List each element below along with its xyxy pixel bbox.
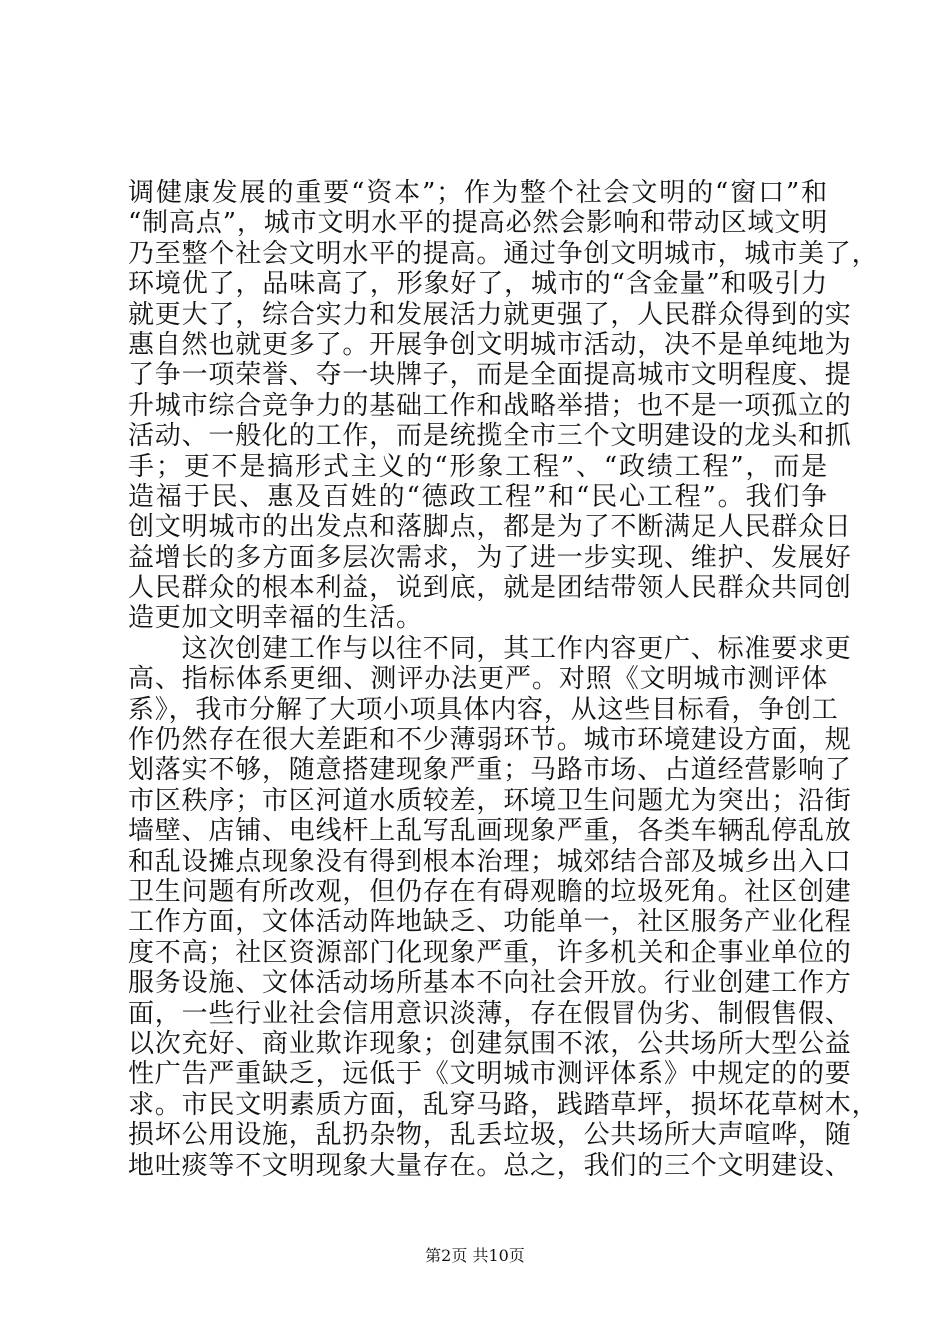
text-line: 乃至整个社会文明水平的提高。通过争创文明城市，城市美了， [128, 238, 879, 269]
text-line: 活动、一般化的工作，而是统揽全市三个文明建设的龙头和抓 [128, 421, 852, 452]
text-line: 服务设施、文体活动场所基本不向社会开放。行业创建工作方 [128, 968, 852, 999]
text-line: 地吐痰等不文明现象大量存在。总之，我们的三个文明建设、 [128, 1150, 852, 1181]
text-line: 造更加文明幸福的生活。 [128, 603, 423, 634]
text-line: 创文明城市的出发点和落脚点，都是为了不断满足人民群众日 [128, 512, 852, 543]
text-line: 卫生问题有所改观，但仍存在有碍观瞻的垃圾死角。社区创建 [128, 876, 852, 907]
text-line: 造福于民、惠及百姓的“德政工程”和“民心工程”。我们争 [128, 481, 828, 512]
text-line: 系》，我市分解了大项小项具体内容，从这些目标看，争创工 [128, 694, 839, 725]
text-line: 市区秩序；市区河道水质较差，环境卫生问题尤为突出；沿街 [128, 785, 852, 816]
text-line: 划落实不够，随意搭建现象严重；马路市场、占道经营影响了 [128, 755, 852, 786]
text-line: 以次充好、商业欺诈现象；创建氛围不浓，公共场所大型公益 [128, 1028, 852, 1059]
page-number-label: 第2页 共10页 [425, 1246, 525, 1265]
text-line: 就更大了，综合实力和发展活力就更强了，人民群众得到的实 [128, 299, 852, 330]
text-line: 和乱设摊点现象没有得到根本治理；城郊结合部及城乡出入口 [128, 846, 852, 877]
text-line: 损坏公用设施，乱扔杂物，乱丢垃圾，公共场所大声喧哗，随 [128, 1120, 852, 1151]
text-line: 惠自然也就更多了。开展争创文明城市活动，决不是单纯地为 [128, 329, 852, 360]
text-line: 手；更不是搞形式主义的“形象工程”、“政绩工程”，而是 [128, 451, 828, 482]
text-line: 了争一项荣誉、夺一块牌子，而是全面提高城市文明程度、提 [128, 360, 852, 391]
text-line: 求。市民文明素质方面，乱穿马路，践踏草坪，损坏花草树木， [128, 1089, 879, 1120]
text-line: 人民群众的根本利益，说到底，就是团结带领人民群众共同创 [128, 573, 852, 604]
page-footer [0, 1243, 950, 1266]
text-line: “制高点”，城市文明水平的提高必然会影响和带动区域文明 [128, 208, 828, 239]
text-line: 墙壁、店铺、电线杆上乱写乱画现象严重，各类车辆乱停乱放 [128, 816, 852, 847]
text-line: 面，一些行业社会信用意识淡薄，存在假冒伪劣、制假售假、 [128, 998, 852, 1029]
text-line: 升城市综合竞争力的基础工作和战略举措；也不是一项孤立的 [128, 390, 852, 421]
text-line: 度不高；社区资源部门化现象严重，许多机关和企事业单位的 [128, 937, 852, 968]
text-line: 作仍然存在很大差距和不少薄弱环节。城市环境建设方面，规 [128, 725, 852, 756]
text-line: 性广告严重缺乏，远低于《文明城市测评体系》中规定的的要 [128, 1059, 852, 1090]
text-line: 调健康发展的重要“资本”；作为整个社会文明的“窗口”和 [128, 178, 828, 208]
text-line: 这次创建工作与以往不同，其工作内容更广、标准要求更 [128, 633, 852, 664]
text-line: 益增长的多方面多层次需求，为了进一步实现、维护、发展好 [128, 542, 852, 573]
body-text [128, 178, 879, 1181]
text-line: 环境优了，品味高了，形象好了，城市的“含金量”和吸引力 [128, 269, 828, 300]
text-line: 工作方面，文体活动阵地缺乏、功能单一，社区服务产业化程 [128, 907, 852, 938]
text-line: 高、指标体系更细、测评办法更严。对照《文明城市测评体 [128, 664, 828, 695]
